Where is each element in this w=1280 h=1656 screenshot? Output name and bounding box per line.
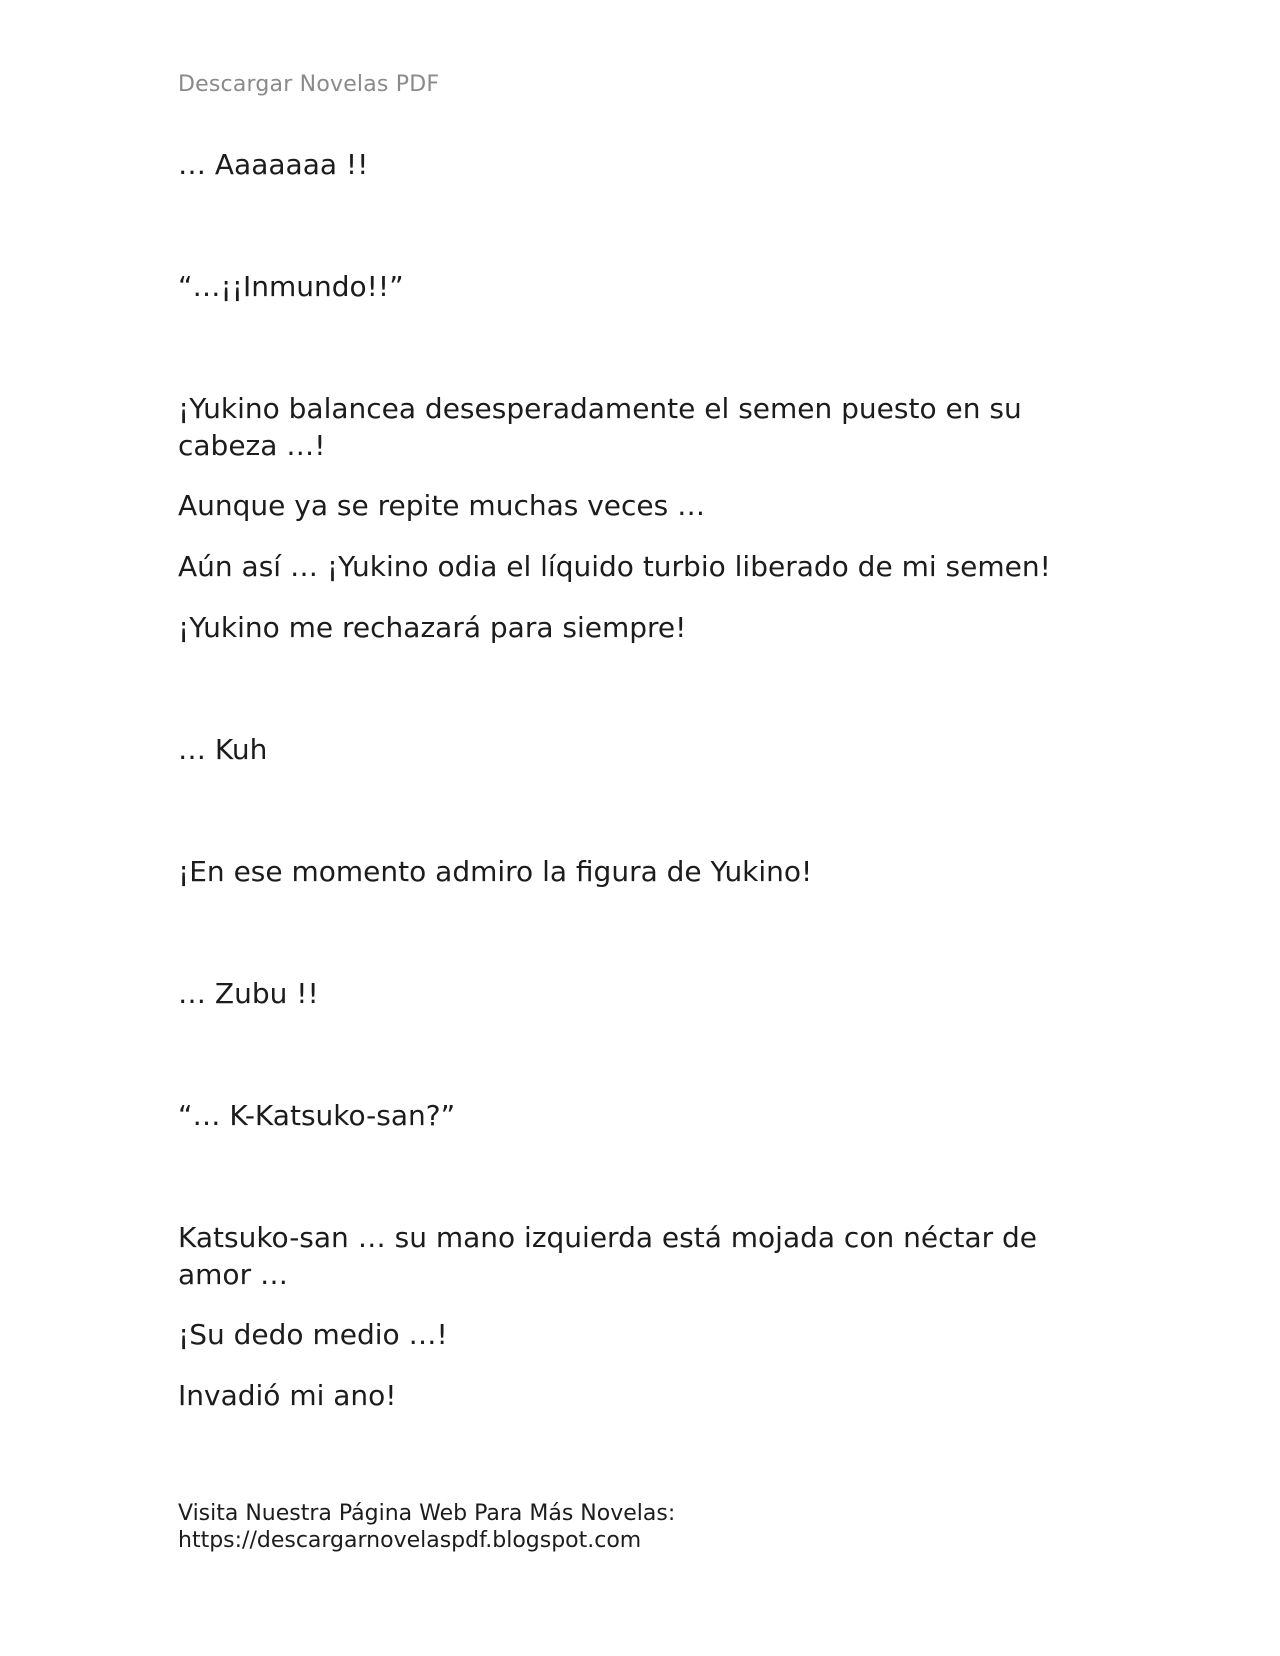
paragraph: ¡Su dedo medio …!: [178, 1318, 448, 1351]
paragraph: Invadió mi ano!: [178, 1379, 397, 1412]
paragraph: … Zubu !!: [178, 977, 319, 1010]
footer: [178, 1500, 675, 1554]
paragraph: “… K-Katsuko-san?”: [178, 1099, 456, 1132]
footer-text: Visita Nuestra Página Web Para Más Novelas:: [178, 1501, 676, 1526]
paragraph: … Aaaaaaa !!: [178, 148, 369, 181]
paragraph: ¡En ese momento admiro la figura de Yukino!: [178, 855, 813, 888]
paragraph: ¡Yukino me rechazará para siempre!: [178, 611, 687, 644]
site-header: Descargar Novelas PDF: [178, 72, 440, 97]
paragraph: Aún así … ¡Yukino odia el líquido turbio liberado de mi semen!: [178, 550, 1051, 583]
paragraph: Aunque ya se repite muchas veces …: [178, 489, 706, 522]
paragraph: … Kuh: [178, 733, 268, 766]
paragraph: ¡Yukino balancea desesperadamente el semen puesto en su cabeza …!: [178, 392, 1022, 462]
footer-link[interactable]: https://descargarnovelaspdf.blogspot.com: [178, 1528, 642, 1553]
paragraph: Katsuko-san … su mano izquierda está mojada con néctar de amor …: [178, 1221, 1038, 1291]
paragraph: “…¡¡Inmundo!!”: [178, 270, 404, 303]
